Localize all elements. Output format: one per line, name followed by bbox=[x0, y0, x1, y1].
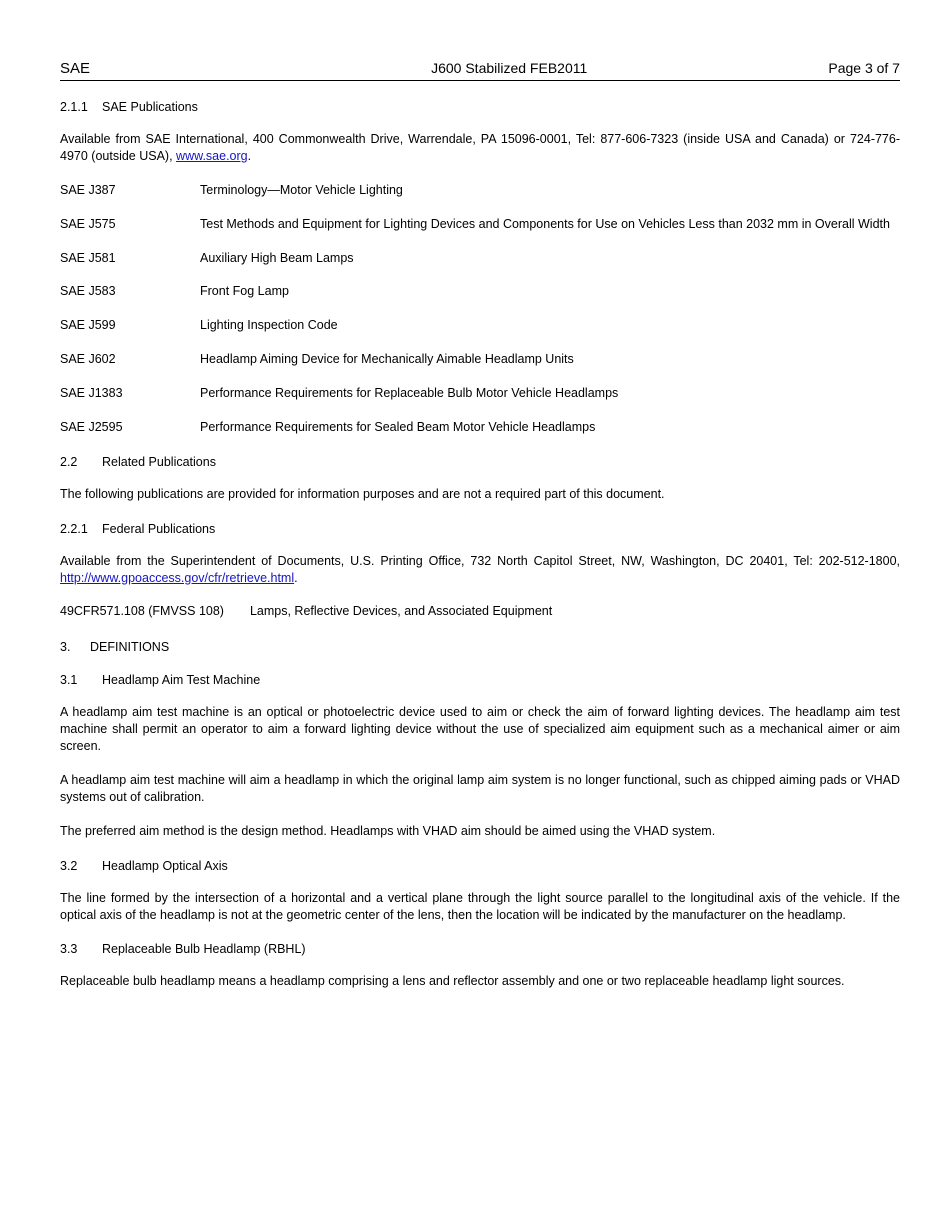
sae-availability-paragraph bbox=[60, 131, 900, 165]
reference-id: SAE J583 bbox=[60, 284, 116, 299]
section-3-number: 3. bbox=[60, 640, 71, 655]
cfr-reference-row bbox=[60, 604, 900, 618]
reference-row bbox=[60, 283, 900, 300]
paragraph: The preferred aim method is the design method. Headlamps with VHAD aim should be aimed using the VHAD system. bbox=[60, 823, 716, 838]
reference-row bbox=[60, 250, 900, 267]
reference-id: SAE J599 bbox=[60, 318, 116, 333]
paragraph: A headlamp aim test machine is an optical or photoelectric device used to aim or check the aim of forward lighting devices. The headlamp aim test machine shall permit an operator to aim a forward lighting device without the use of specialized aim equipment such as a mechanical aimer or aim screen. bbox=[60, 705, 900, 754]
reference-title: Headlamp Aiming Device for Mechanically Aimable Headlamp Units bbox=[200, 352, 574, 367]
gpo-access-link[interactable]: http://www.gpoaccess.gov/cfr/retrieve.html bbox=[60, 570, 295, 585]
section-3-heading bbox=[60, 640, 900, 654]
sae-availability-text: Available from SAE International, 400 Commonwealth Drive, Warrendale, PA 15096-0001, Tel: 877-606-7323 (inside USA and Canada) or 724-776-4970 (outside USA), bbox=[60, 132, 900, 163]
page-header bbox=[60, 60, 900, 81]
cfr-reference-id: 49CFR571.108 (FMVSS 108) bbox=[60, 604, 224, 619]
clause-3-3-title: Replaceable Bulb Headlamp (RBHL) bbox=[102, 942, 306, 957]
reference-id: SAE J575 bbox=[60, 216, 116, 231]
sae-website-link[interactable]: www.sae.org bbox=[176, 148, 248, 163]
paragraph: The line formed by the intersection of a horizontal and a vertical plane through the light source parallel to the longitudinal axis of the vehicle. If the optical axis of the headlamp is not at the geometric center of the lens, then the location will be indicated by the manufacturer on the headlamp. bbox=[60, 890, 900, 922]
reference-id: SAE J2595 bbox=[60, 419, 123, 434]
clause-3-2-heading bbox=[60, 859, 900, 873]
reference-id: SAE J581 bbox=[60, 250, 116, 265]
cfr-reference-title: Lamps, Reflective Devices, and Associated Equipment bbox=[249, 604, 553, 619]
reference-title: Test Methods and Equipment for Lighting Devices and Components for Use on Vehicles Less than 2032 mm in Overall Width bbox=[200, 216, 890, 231]
section-3-title: DEFINITIONS bbox=[90, 640, 170, 655]
reference-row bbox=[60, 216, 900, 233]
clause-2-2-1-number: 2.2.1 bbox=[60, 521, 88, 536]
clause-2-2-heading bbox=[60, 455, 900, 469]
clause-2-2-title: Related Publications bbox=[102, 454, 216, 469]
reference-title: Terminology—Motor Vehicle Lighting bbox=[200, 182, 403, 197]
clause-3-1-number: 3.1 bbox=[60, 673, 78, 688]
reference-title: Auxiliary High Beam Lamps bbox=[200, 250, 354, 265]
sae-availability-text-end: . bbox=[247, 148, 252, 163]
header-organization: SAE bbox=[60, 60, 91, 77]
clause-3-1-heading bbox=[60, 673, 900, 687]
paragraph: A headlamp aim test machine will aim a headlamp in which the original lamp aim system is no longer functional, such as chipped aiming pads or VHAD systems out of calibration. bbox=[60, 773, 900, 804]
header-page-number: Page 3 of 7 bbox=[828, 60, 900, 76]
reference-row bbox=[60, 182, 900, 199]
related-publications-intro: The following publications are provided for information purposes and are not a required part of this document. bbox=[60, 486, 665, 501]
clause-2-1-1-number: 2.1.1 bbox=[60, 100, 88, 114]
clause-2-2-1-heading bbox=[60, 522, 900, 536]
reference-title: Front Fog Lamp bbox=[200, 284, 289, 299]
federal-availability-text: Available from the Superintendent of Documents, U.S. Printing Office, 732 North Capitol Street, NW, Washington, DC 20401, Tel: 202-512-1800, bbox=[60, 553, 900, 568]
reference-row bbox=[60, 419, 900, 436]
page-content bbox=[60, 60, 900, 990]
clause-2-2-1-title: Federal Publications bbox=[102, 521, 216, 536]
reference-id: SAE J1383 bbox=[60, 386, 123, 400]
paragraph: Replaceable bulb headlamp means a headlamp comprising a lens and reflector assembly and one or two replaceable headlamp light sources. bbox=[60, 974, 845, 989]
header-document-title: J600 Stabilized FEB2011 bbox=[431, 60, 588, 76]
clause-2-1-1-title: SAE Publications bbox=[102, 100, 198, 114]
federal-availability-text-end: . bbox=[294, 570, 298, 585]
clause-3-2-title: Headlamp Optical Axis bbox=[102, 858, 228, 873]
reference-id: SAE J602 bbox=[60, 352, 116, 367]
clause-3-1-title: Headlamp Aim Test Machine bbox=[102, 673, 261, 688]
federal-availability-paragraph bbox=[60, 553, 900, 587]
reference-row bbox=[60, 351, 900, 368]
clause-2-1-1-heading bbox=[60, 100, 900, 114]
reference-title: Performance Requirements for Sealed Beam Motor Vehicle Headlamps bbox=[200, 419, 596, 434]
reference-title: Performance Requirements for Replaceable Bulb Motor Vehicle Headlamps bbox=[200, 386, 619, 400]
reference-row bbox=[60, 317, 900, 334]
reference-id: SAE J387 bbox=[60, 182, 116, 197]
clause-2-2-number: 2.2 bbox=[60, 454, 78, 469]
clause-3-3-heading bbox=[60, 942, 900, 956]
clause-3-3-number: 3.3 bbox=[60, 942, 78, 957]
reference-row bbox=[60, 385, 900, 402]
reference-title: Lighting Inspection Code bbox=[200, 318, 338, 333]
clause-3-2-number: 3.2 bbox=[60, 858, 78, 873]
